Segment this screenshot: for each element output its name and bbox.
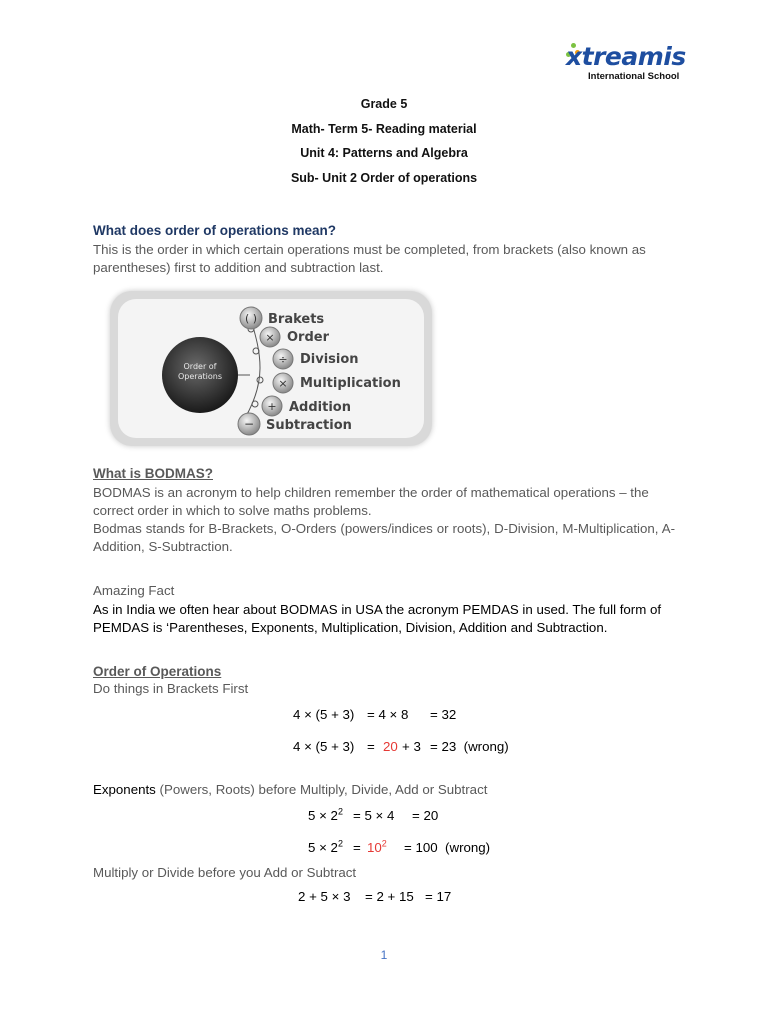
svg-text:Division: Division [300, 352, 359, 367]
rule-exponents-rest: (Powers, Roots) before Multiply, Divide, Add or Subtract [155, 782, 488, 797]
logo-wordmark: xtreamis [566, 42, 686, 71]
eq5-mid: = 2 + 15 [365, 889, 414, 904]
diagram-graphic [110, 291, 432, 446]
eq2-right: = 23 (wrong) [430, 739, 509, 754]
bodmas-paragraph-2: Bodmas stands for B-Brackets, O-Orders (powers/indices or roots), D-Division, M-Multiplication, A-Addition, S-Subtraction. [93, 521, 675, 554]
eq3-mid: = 5 × 4 [353, 808, 395, 823]
svg-text:×: × [278, 377, 288, 390]
question-heading: What does order of operations mean? [93, 223, 337, 238]
svg-text:Brakets: Brakets [268, 312, 325, 327]
eq4-right: = 100 (wrong) [404, 840, 491, 855]
item-subtraction [238, 413, 352, 435]
grade-title: Grade 5 [360, 97, 408, 111]
order-heading: Order of Operations [93, 664, 222, 679]
eq2-red-value: 20 [383, 739, 398, 754]
eq2-left: 4 × (5 + 3) [293, 739, 355, 754]
eq5-right: = 17 [425, 889, 452, 904]
eq4-equals: = [353, 840, 361, 855]
item-order [260, 327, 330, 347]
logo-subtitle: International School [588, 71, 680, 82]
center-label-line1: Order of [183, 362, 217, 371]
center-label-line2: Operations [178, 372, 222, 381]
svg-text:−: − [243, 417, 255, 431]
eq1-right: = 32 [430, 707, 457, 722]
eq5-left: 2 + 5 × 3 [298, 889, 351, 904]
svg-text:+: + [267, 400, 277, 413]
subunit-title: Sub- Unit 2 Order of operations [290, 171, 478, 185]
rule-brackets: Do things in Brackets First [93, 681, 249, 696]
fact-heading: Amazing Fact [93, 583, 175, 598]
svg-text:Addition: Addition [289, 400, 351, 415]
svg-text:Multiplication: Multiplication [300, 376, 401, 391]
rule-multiply-divide: Multiply or Divide before you Add or Subtract [93, 865, 357, 880]
bodmas-paragraph-1: BODMAS is an acronym to help children remember the order of mathematical operations – the correct order in which to solve maths problems. [93, 485, 649, 518]
item-brackets [240, 307, 324, 329]
item-addition [262, 396, 351, 416]
eq3-right: = 20 [412, 808, 439, 823]
term-title: Math- Term 5- Reading material [291, 122, 477, 136]
svg-text:÷: ÷ [278, 353, 288, 366]
rule-exponents-prefix: Exponents [93, 782, 156, 797]
eq1-left: 4 × (5 + 3) [293, 707, 355, 722]
unit-title: Unit 4: Patterns and Algebra [300, 146, 468, 160]
svg-text:Order: Order [287, 330, 329, 345]
item-multiplication [273, 373, 401, 393]
eq2-rest: + 3 [402, 739, 421, 754]
eq4-red-value: $10^2$ [367, 838, 387, 855]
svg-text:( ): ( ) [244, 312, 258, 325]
svg-text:Subtraction: Subtraction [266, 418, 352, 433]
order-of-operations-diagram [110, 291, 432, 446]
definition-paragraph: This is the order in which certain operations must be completed, from brackets (also known as parentheses) first to addition and subtraction last. [93, 242, 646, 275]
page-number: 1 [380, 948, 388, 962]
item-division [273, 349, 359, 369]
eq3-left: $5 \times 2^2$ [308, 806, 343, 823]
eq2-equals: = [367, 739, 375, 754]
school-logo [566, 40, 686, 84]
bodmas-heading: What is BODMAS? [93, 466, 213, 481]
rule-exponents [93, 782, 487, 797]
fact-paragraph: As in India we often hear about BODMAS in USA the acronym PEMDAS in used. The full form of PEMDAS is ‘Parentheses, Exponents, Multiplication, Division, Addition and Subtraction. [93, 602, 662, 635]
eq1-mid: = 4 × 8 [367, 707, 409, 722]
svg-text:×: × [265, 331, 275, 344]
eq4-left: $5 \times 2^2$ [308, 838, 343, 855]
